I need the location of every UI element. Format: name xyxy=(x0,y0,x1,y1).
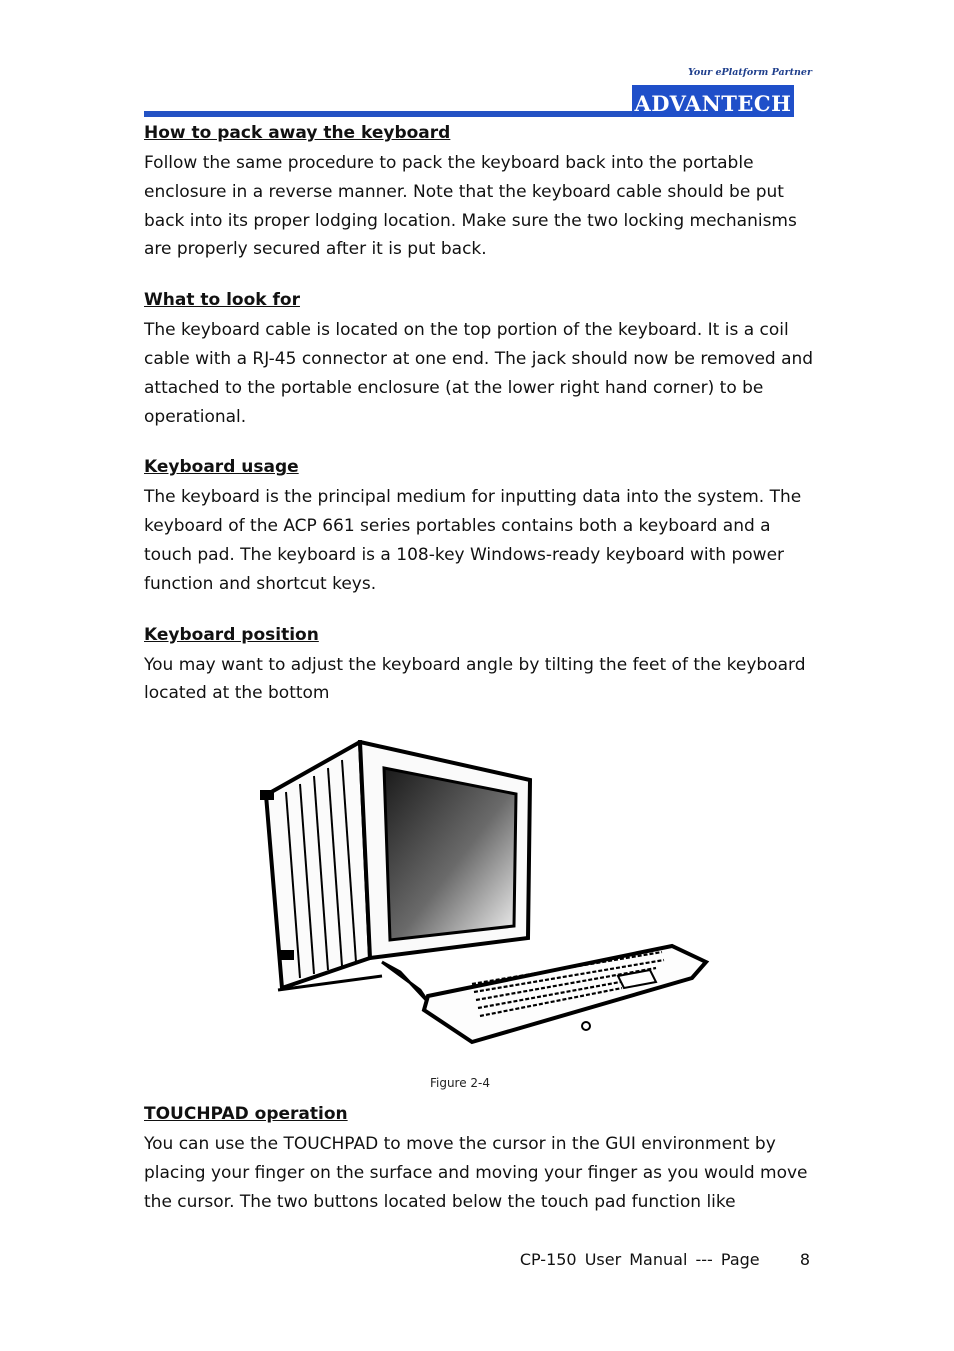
page-number: 8 xyxy=(799,1250,810,1269)
section-body: The keyboard cable is located on the top portion of the keyboard. It is a coil cable with a RJ-45 connector at one end. The jack should now be removed and attached to the portable enclosure (at the lower right hand corner) to be operational. xyxy=(144,320,814,427)
advantech-logo xyxy=(632,85,794,117)
section-body: The keyboard is the principal medium for inputting data into the system. The keyboard of the ACP 661 series portables contains both a keyboard and a touch pad. The keyboard is a 108-key Windows-ready keyboard with power function and shortcut keys. xyxy=(144,487,802,594)
section-what-to-look-for xyxy=(144,288,814,431)
portable-computer-illustration xyxy=(252,740,712,1052)
figure-caption: Figure 2-4 xyxy=(429,1076,491,1090)
section-touchpad xyxy=(144,1102,814,1216)
section-heading: How to pack away the keyboard xyxy=(144,123,451,143)
section-pack-away xyxy=(144,121,814,264)
header-tagline: Your ePlatform Partner xyxy=(687,67,812,78)
section-body: Follow the same procedure to pack the keyboard back into the portable enclosure in a reverse manner. Note that the keyboard cable should be put back into its proper lodging location. Make sure the two locking mechanisms are properly secured after it is put back. xyxy=(144,153,797,260)
section-heading: TOUCHPAD operation xyxy=(144,1104,348,1124)
footer-text: CP-150 User Manual --- Page xyxy=(519,1250,760,1269)
header-rule xyxy=(144,111,632,117)
page-footer xyxy=(490,1250,810,1269)
section-heading: What to look for xyxy=(144,290,300,311)
main-content xyxy=(144,121,814,732)
section-keyboard-position xyxy=(144,623,814,709)
section-heading: Keyboard position xyxy=(144,624,319,645)
logo-text: ADVANTECH xyxy=(634,90,792,116)
section-keyboard-usage xyxy=(144,455,814,598)
section-heading: Keyboard usage xyxy=(144,457,299,478)
section-body: You may want to adjust the keyboard angle by tilting the feet of the keyboard located at the bottom xyxy=(144,654,806,704)
section-body: You can use the TOUCHPAD to move the cursor in the GUI environment by placing your finger on the surface and moving your finger as you would move the cursor. The two buttons located below the touch pad function like xyxy=(144,1134,808,1212)
